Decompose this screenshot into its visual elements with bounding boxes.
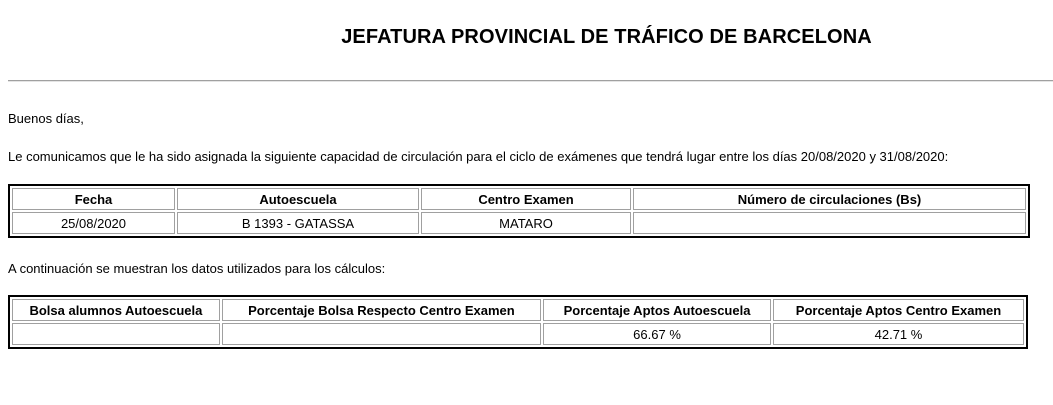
header-num-circulaciones: Número de circulaciones (Bs) [633,188,1026,210]
capacity-table [8,184,1030,238]
header-porcentaje-aptos-autoescuela: Porcentaje Aptos Autoescuela [543,299,771,321]
header-autoescuela: Autoescuela [177,188,419,210]
greeting-text: Buenos días, [8,111,84,126]
cell-autoescuela: B 1393 - GATASSA [177,212,419,234]
cell-porcentaje-aptos-autoescuela: 66.67 % [543,323,771,345]
cell-porcentaje-bolsa [222,323,541,345]
header-centro-examen: Centro Examen [421,188,631,210]
intro-text: Le comunicamos que le ha sido asignada la siguiente capacidad de circulación para el ciclo de exámenes que tendrá lugar entre los días 20/08/2020 y 31/08/2020: [8,149,949,164]
page-title: JEFATURA PROVINCIAL DE TRÁFICO DE BARCELONA [341,26,872,48]
header-bolsa-alumnos: Bolsa alumnos Autoescuela [12,299,220,321]
horizontal-divider [8,80,1053,82]
table-header-row [12,188,1026,210]
cell-fecha: 25/08/2020 [12,212,175,234]
header-porcentaje-aptos-centro: Porcentaje Aptos Centro Examen [773,299,1024,321]
calc-intro-text: A continuación se muestran los datos utilizados para los cálculos: [8,261,386,276]
cell-porcentaje-aptos-centro: 42.71 % [773,323,1024,345]
header-porcentaje-bolsa: Porcentaje Bolsa Respecto Centro Examen [222,299,541,321]
table-row [12,212,1026,234]
table-header-row [12,299,1024,321]
cell-num-circulaciones [633,212,1026,234]
cell-bolsa-alumnos [12,323,220,345]
table-row [12,323,1024,345]
header-fecha: Fecha [12,188,175,210]
calculation-data-table [8,295,1028,349]
cell-centro-examen: MATARO [421,212,631,234]
